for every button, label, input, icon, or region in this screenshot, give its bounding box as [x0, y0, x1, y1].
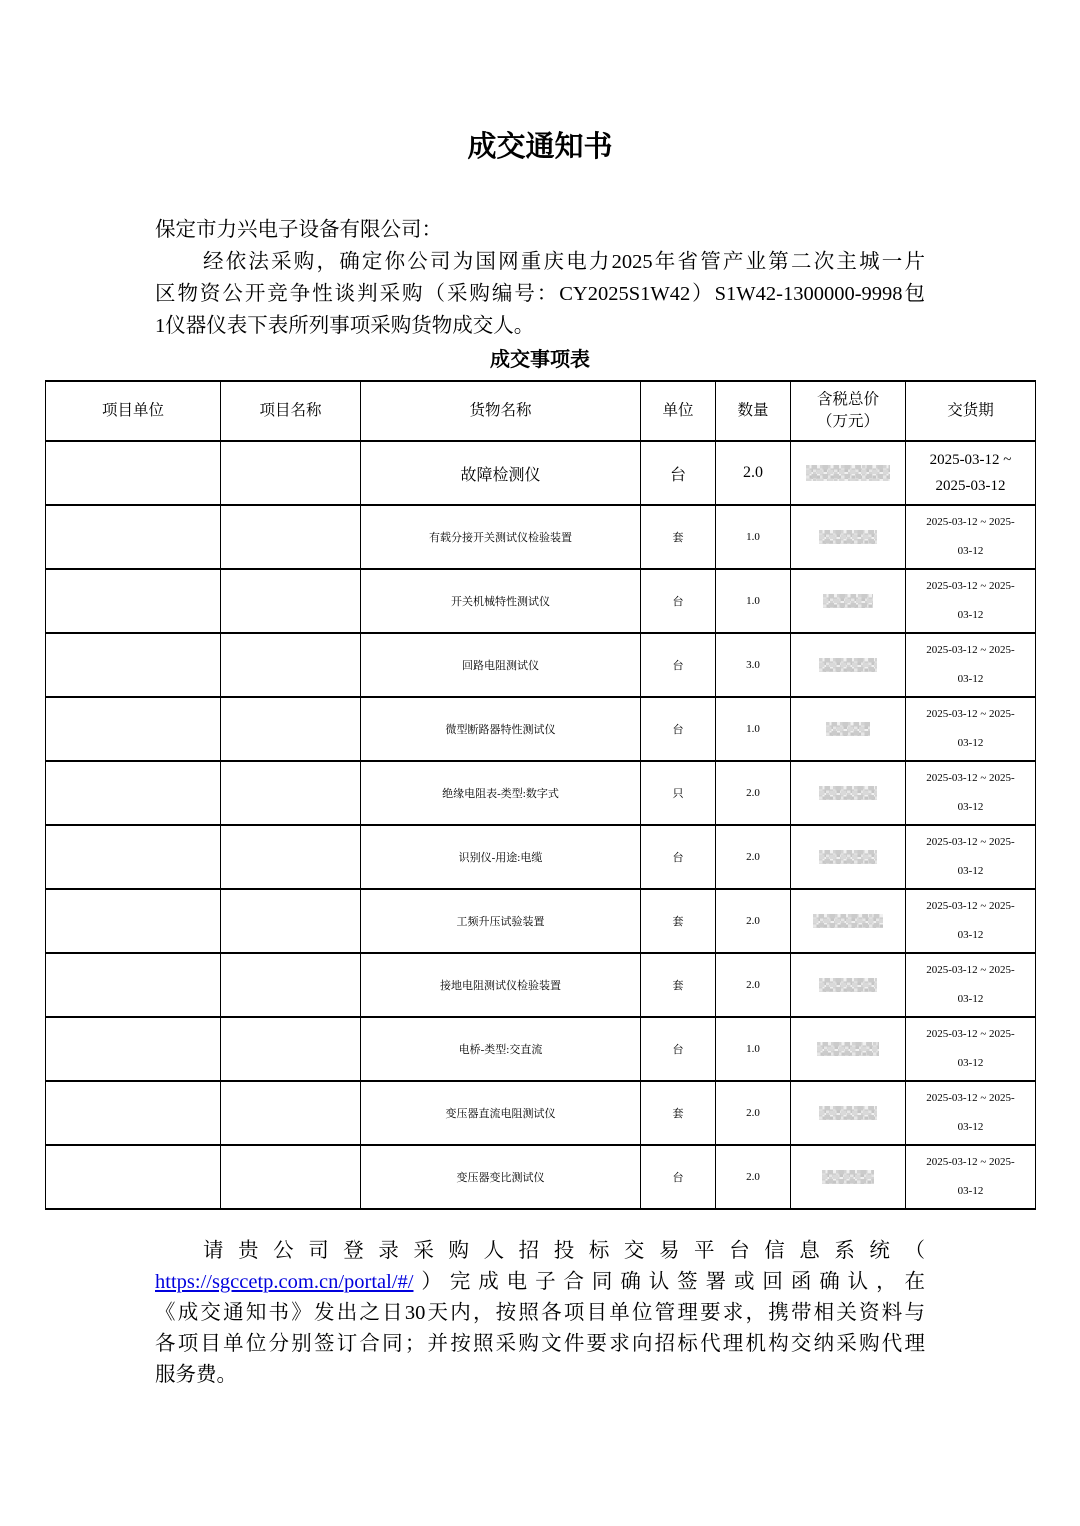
goods-name-cell: 有载分接开关测试仪检验装置	[361, 505, 641, 569]
delivery-line1: 2025-03-12 ~ 2025-	[926, 516, 1015, 528]
price-cell	[791, 953, 906, 1017]
delivery-cell	[906, 1081, 1036, 1145]
quantity-cell: 2.0	[716, 441, 791, 505]
delivery-line1: 2025-03-12 ~ 2025-	[926, 644, 1015, 656]
price-cell	[791, 1017, 906, 1081]
unit-cell: 台	[641, 569, 716, 633]
unit-cell: 只	[641, 761, 716, 825]
col-header-project-unit: 项目单位	[46, 381, 221, 441]
unit-cell: 套	[641, 1081, 716, 1145]
delivery-cell	[906, 569, 1036, 633]
goods-name-cell: 微型断路器特性测试仪	[361, 697, 641, 761]
portal-link[interactable]: https://sgccetp.com.cn/portal/#/	[155, 1271, 414, 1293]
unit-cell: 台	[641, 825, 716, 889]
price-cell	[791, 889, 906, 953]
project-name-cell	[221, 505, 361, 569]
project-unit-cell	[46, 761, 221, 825]
delivery-cell	[906, 1145, 1036, 1209]
delivery-line1: 2025-03-12 ~	[929, 452, 1012, 468]
table-row	[46, 953, 1036, 1017]
goods-name-cell: 故障检测仪	[361, 441, 641, 505]
project-unit-cell	[46, 505, 221, 569]
delivery-line2: 03-12	[957, 1185, 984, 1197]
redacted-price-blur	[817, 1042, 879, 1056]
goods-name-cell: 绝缘电阻表-类型:数字式	[361, 761, 641, 825]
table-row	[46, 761, 1036, 825]
col-header-unit: 单位	[641, 381, 716, 441]
quantity-cell: 1.0	[716, 1017, 791, 1081]
price-cell	[791, 569, 906, 633]
redacted-price-blur	[819, 1106, 877, 1120]
delivery-cell	[906, 1017, 1036, 1081]
delivery-cell	[906, 633, 1036, 697]
delivery-line2: 03-12	[957, 1121, 984, 1133]
project-unit-cell	[46, 1017, 221, 1081]
col-header-price-line2: （万元）	[816, 413, 879, 430]
redacted-price-blur	[819, 978, 877, 992]
quantity-cell: 3.0	[716, 633, 791, 697]
addressee: 保定市力兴电子设备有限公司：	[155, 219, 442, 241]
table-row	[46, 1081, 1036, 1145]
goods-name-cell: 识别仪-用途:电缆	[361, 825, 641, 889]
price-cell	[791, 1081, 906, 1145]
delivery-line1: 2025-03-12 ~ 2025-	[926, 836, 1015, 848]
delivery-cell	[906, 953, 1036, 1017]
project-unit-cell	[46, 825, 221, 889]
footer-line5: 服务费。	[155, 1364, 237, 1386]
goods-name-cell: 接地电阻测试仪检验装置	[361, 953, 641, 1017]
footer-line2	[155, 1267, 925, 1298]
project-name-cell	[221, 697, 361, 761]
table-row	[46, 1145, 1036, 1209]
project-unit-cell	[46, 569, 221, 633]
price-cell	[791, 761, 906, 825]
price-cell	[791, 697, 906, 761]
redacted-price-blur	[826, 722, 870, 736]
page-title: 成交通知书	[467, 131, 613, 163]
footer-line2-rest: ）完成电子合同确认签署或回函确认，在	[413, 1271, 925, 1293]
project-name-cell	[221, 633, 361, 697]
goods-name-cell: 变压器变比测试仪	[361, 1145, 641, 1209]
table-row	[46, 505, 1036, 569]
col-header-goods-name: 货物名称	[361, 381, 641, 441]
col-header-price	[791, 381, 906, 441]
intro-section	[155, 214, 925, 342]
quantity-cell: 2.0	[716, 825, 791, 889]
delivery-line1: 2025-03-12 ~ 2025-	[926, 900, 1015, 912]
delivery-cell	[906, 825, 1036, 889]
award-items-table	[45, 380, 1036, 1210]
unit-cell: 套	[641, 953, 716, 1017]
unit-cell: 台	[641, 697, 716, 761]
project-unit-cell	[46, 633, 221, 697]
delivery-line2: 03-12	[957, 1057, 984, 1069]
project-name-cell	[221, 569, 361, 633]
delivery-line2: 03-12	[957, 545, 984, 557]
body-paragraph-line: 区物资公开竞争性谈判采购（采购编号：CY2025S1W42）S1W42-1300000-9998包	[155, 283, 925, 305]
body-paragraph-line: 经依法采购，确定你公司为国网重庆电力2025年省管产业第二次主城一片	[203, 251, 925, 273]
table-row	[46, 889, 1036, 953]
delivery-line1: 2025-03-12 ~ 2025-	[926, 1028, 1015, 1040]
col-header-delivery: 交货期	[906, 381, 1036, 441]
delivery-line2: 03-12	[957, 737, 984, 749]
price-cell	[791, 505, 906, 569]
goods-name-cell: 电桥-类型:交直流	[361, 1017, 641, 1081]
col-header-price-line1: 含税总价	[816, 391, 879, 408]
project-name-cell	[221, 1081, 361, 1145]
project-name-cell	[221, 953, 361, 1017]
project-name-cell	[221, 889, 361, 953]
delivery-cell	[906, 441, 1036, 505]
col-header-quantity: 数量	[716, 381, 791, 441]
unit-cell: 台	[641, 633, 716, 697]
quantity-cell: 2.0	[716, 761, 791, 825]
delivery-line2: 03-12	[957, 993, 984, 1005]
table-row	[46, 1017, 1036, 1081]
footer-line3: 《成交通知书》发出之日30天内，按照各项目单位管理要求，携带相关资料与	[155, 1302, 925, 1324]
goods-name-cell: 变压器直流电阻测试仪	[361, 1081, 641, 1145]
project-name-cell	[221, 1145, 361, 1209]
project-name-cell	[221, 1017, 361, 1081]
delivery-line2: 2025-03-12	[935, 478, 1006, 494]
quantity-cell: 1.0	[716, 505, 791, 569]
delivery-line2: 03-12	[957, 801, 984, 813]
redacted-price-blur	[819, 658, 877, 672]
redacted-price-blur	[806, 465, 890, 481]
delivery-line1: 2025-03-12 ~ 2025-	[926, 708, 1015, 720]
unit-cell: 套	[641, 889, 716, 953]
delivery-line2: 03-12	[957, 673, 984, 685]
project-unit-cell	[46, 953, 221, 1017]
quantity-cell: 2.0	[716, 953, 791, 1017]
project-name-cell	[221, 441, 361, 505]
redacted-price-blur	[819, 850, 877, 864]
project-unit-cell	[46, 441, 221, 505]
unit-cell: 台	[641, 1145, 716, 1209]
footer-line4: 各项目单位分别签订合同；并按照采购文件要求向招标代理机构交纳采购代理	[155, 1333, 925, 1355]
table-header-row	[46, 381, 1036, 441]
project-unit-cell	[46, 697, 221, 761]
project-name-cell	[221, 825, 361, 889]
quantity-cell: 2.0	[716, 889, 791, 953]
redacted-price-blur	[823, 594, 873, 608]
project-name-cell	[221, 761, 361, 825]
table-row	[46, 441, 1036, 505]
price-cell	[791, 633, 906, 697]
table-row	[46, 697, 1036, 761]
project-unit-cell	[46, 889, 221, 953]
table-row	[46, 569, 1036, 633]
table-caption: 成交事项表	[490, 349, 590, 371]
unit-cell: 台	[641, 441, 716, 505]
goods-name-cell: 开关机械特性测试仪	[361, 569, 641, 633]
project-unit-cell	[46, 1081, 221, 1145]
delivery-line1: 2025-03-12 ~ 2025-	[926, 1092, 1015, 1104]
redacted-price-blur	[822, 1170, 874, 1184]
delivery-cell	[906, 505, 1036, 569]
quantity-cell: 1.0	[716, 697, 791, 761]
quantity-cell: 2.0	[716, 1145, 791, 1209]
delivery-line2: 03-12	[957, 865, 984, 877]
quantity-cell: 1.0	[716, 569, 791, 633]
redacted-price-blur	[819, 786, 877, 800]
project-unit-cell	[46, 1145, 221, 1209]
footer-section	[155, 1236, 925, 1391]
price-cell	[791, 1145, 906, 1209]
delivery-line1: 2025-03-12 ~ 2025-	[926, 1156, 1015, 1168]
delivery-line1: 2025-03-12 ~ 2025-	[926, 964, 1015, 976]
delivery-line2: 03-12	[957, 929, 984, 941]
delivery-cell	[906, 889, 1036, 953]
delivery-line2: 03-12	[957, 609, 984, 621]
delivery-cell	[906, 761, 1036, 825]
unit-cell: 套	[641, 505, 716, 569]
goods-name-cell: 工频升压试验装置	[361, 889, 641, 953]
price-cell	[791, 825, 906, 889]
quantity-cell: 2.0	[716, 1081, 791, 1145]
unit-cell: 台	[641, 1017, 716, 1081]
table-row	[46, 633, 1036, 697]
price-cell	[791, 441, 906, 505]
col-header-project-name: 项目名称	[221, 381, 361, 441]
body-paragraph-line: 1仪器仪表下表所列事项采购货物成交人。	[155, 315, 535, 337]
goods-name-cell: 回路电阻测试仪	[361, 633, 641, 697]
table-row	[46, 825, 1036, 889]
delivery-cell	[906, 697, 1036, 761]
footer-line1: 请贵公司登录采购人招投标交易平台信息系统（	[203, 1240, 925, 1262]
redacted-price-blur	[819, 530, 877, 544]
redacted-price-blur	[813, 914, 883, 928]
delivery-line1: 2025-03-12 ~ 2025-	[926, 772, 1015, 784]
delivery-line1: 2025-03-12 ~ 2025-	[926, 580, 1015, 592]
